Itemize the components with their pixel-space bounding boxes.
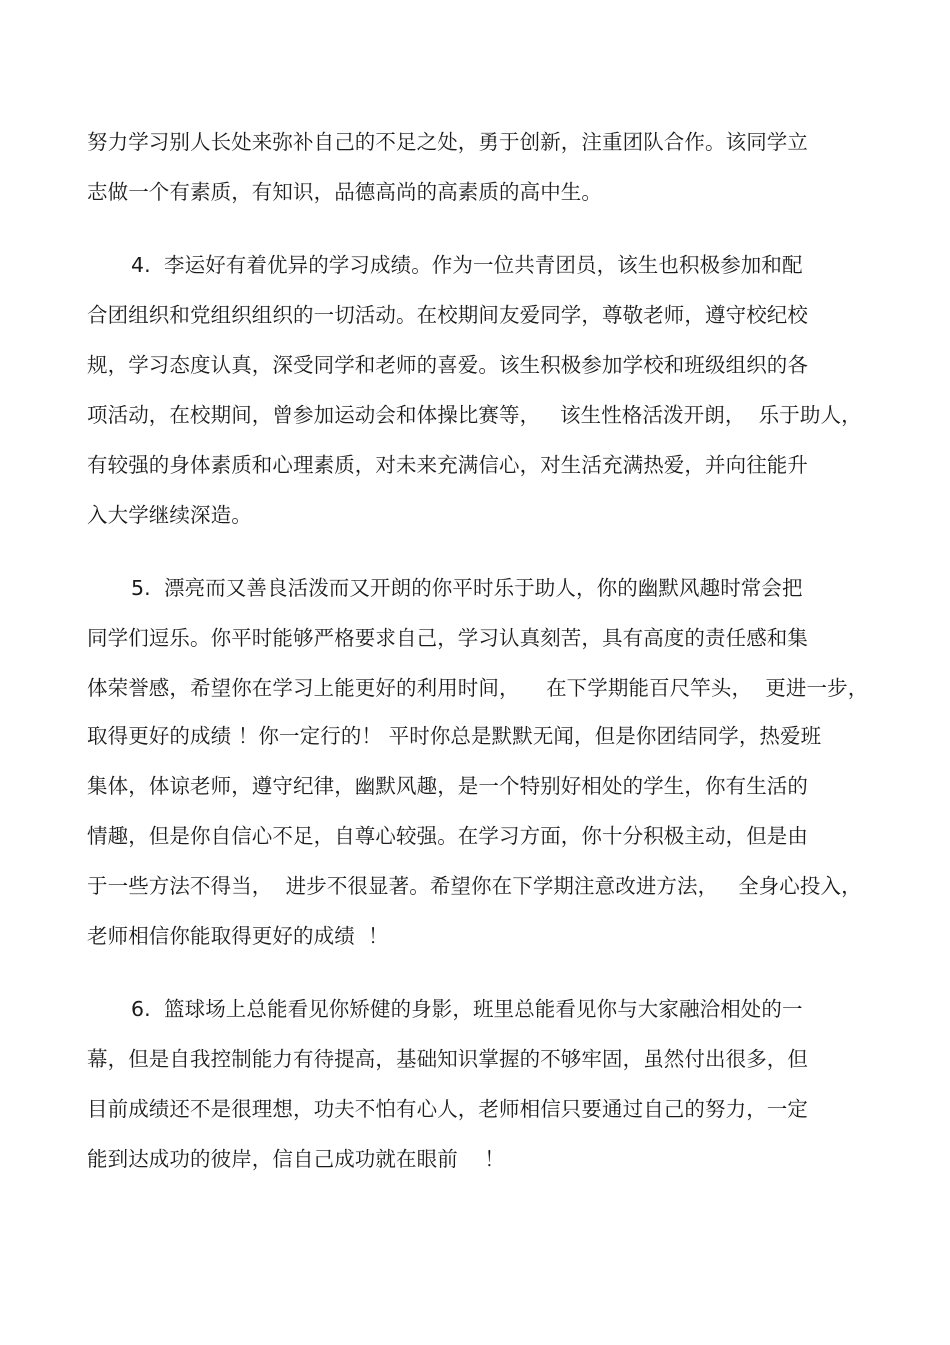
p5-line-2: 同学们逗乐。你平时能够严格要求自己，学习认真刻苦，具有高度的责任感和集 [87, 626, 808, 650]
p5-line-6: 情趣，但是你自信心不足，自尊心较强。在学习方面，你十分积极主动，但是由 [87, 824, 808, 848]
p6-line-1: 6. 篮球场上总能看见你矫健的身影，班里总能看见你与大家融洽相处的一 [131, 997, 803, 1021]
p3-line-1: 努力学习别人长处来弥补自己的不足之处，勇于创新，注重团队合作。该同学立 [87, 130, 808, 154]
p6-line-4: 能到达成功的彼岸，信自己成功就在眼前 ！ [87, 1147, 505, 1171]
p6-line-3: 目前成绩还不是很理想，功夫不怕有心人，老师相信只要通过自己的努力，一定 [87, 1097, 808, 1121]
p5-line-5: 集体，体谅老师，遵守纪律，幽默风趣，是一个特别好相处的学生，你有生活的 [87, 774, 808, 798]
p4-line-5: 有较强的身体素质和心理素质，对未来充满信心，对生活充满热爱，并向往能升 [87, 453, 808, 477]
p3-line-2: 志做一个有素质，有知识，品德高尚的高素质的高中生。 [87, 180, 602, 204]
p5-line-4: 取得更好的成绩 ！你一定行的！ 平时你总是默默无闻，但是你团结同学，热爱班 [87, 724, 822, 748]
p4-line-3: 规，学习态度认真，深受同学和老师的喜爱。该生积极参加学校和班级组织的各 [87, 353, 808, 377]
p5-line-7: 于一些方法不得当， 进步不很显著。希望你在下学期注意改进方法， 全身心投入， [87, 874, 862, 898]
p4-line-6: 入大学继续深造。 [87, 503, 252, 527]
p4-line-1: 4. 李运好有着优异的学习成绩。作为一位共青团员，该生也积极参加和配 [131, 253, 803, 277]
p6-line-2: 幕，但是自我控制能力有待提高，基础知识掌握的不够牢固，虽然付出很多，但 [87, 1047, 808, 1071]
p5-line-8: 老师相信你能取得更好的成绩 ！ [87, 924, 389, 948]
p5-line-3: 体荣誉感，希望你在学习上能更好的利用时间， 在下学期能百尺竿头， 更进一步， [87, 676, 869, 700]
p5-line-1: 5. 漂亮而又善良活泼而又开朗的你平时乐于助人，你的幽默风趣时常会把 [131, 576, 803, 600]
p4-line-2: 合团组织和党组织组织的一切活动。在校期间友爱同学，尊敬老师，遵守校纪校 [87, 303, 808, 327]
p4-line-4: 项活动，在校期间，曾参加运动会和体操比赛等， 该生性格活泼开朗， 乐于助人， [87, 403, 862, 427]
